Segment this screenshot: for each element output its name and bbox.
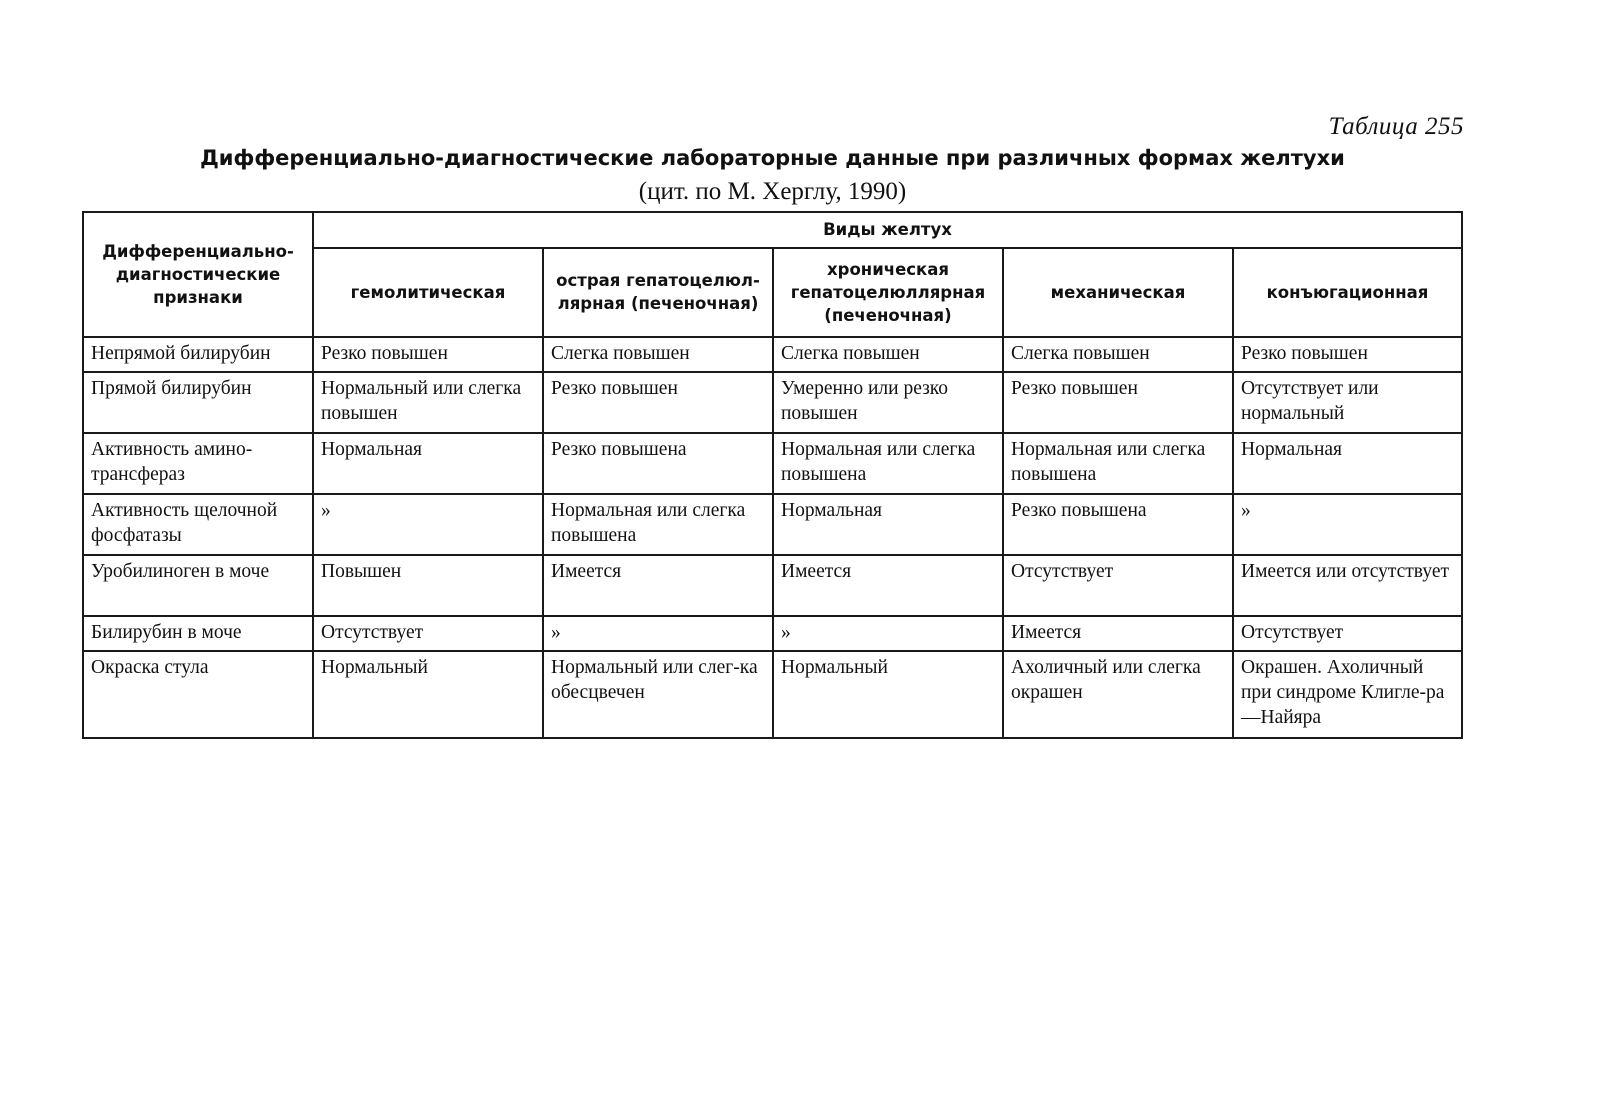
table-row — [83, 616, 1462, 651]
table-cell: Нормальная или слегка повышена — [1003, 433, 1233, 494]
table-cell: Нормальный или слег-ка обесцвечен — [543, 651, 773, 738]
table-cell: Слегка повышен — [773, 337, 1003, 372]
column-header-hemolytic: гемолитическая — [313, 248, 543, 337]
jaundice-types-header: Виды желтух — [313, 212, 1462, 248]
table-cell: Резко повышена — [543, 433, 773, 494]
table-cell: Резко повышен — [313, 337, 543, 372]
table-row — [83, 433, 1462, 494]
table-cell: Отсутствует — [1003, 555, 1233, 616]
table-title: Дифференциально-диагностические лабораторные данные при различных формах желтухи — [200, 146, 1345, 170]
table-cell: Нормальный — [313, 651, 543, 738]
table-cell: Имеется или отсутствует — [1233, 555, 1462, 616]
table-row — [83, 494, 1462, 555]
table-cell: Нормальный или слегка повышен — [313, 372, 543, 433]
table-cell: Отсутствует или нормальный — [1233, 372, 1462, 433]
column-header-chronic-hepatocellular: хроническая гепатоцелюллярная (печеночная) — [773, 248, 1003, 337]
table-cell: Слегка повышен — [543, 337, 773, 372]
table-cell: Окрашен. Ахоличный при синдроме Клигле-ра—Найяра — [1233, 651, 1462, 738]
row-label: Активность щелочной фосфатазы — [83, 494, 313, 555]
table-row — [83, 337, 1462, 372]
table-cell: Повышен — [313, 555, 543, 616]
table-cell: Резко повышен — [1233, 337, 1462, 372]
table-cell: Имеется — [543, 555, 773, 616]
table-cell: Умеренно или резко повышен — [773, 372, 1003, 433]
row-label: Прямой билирубин — [83, 372, 313, 433]
table-cell: » — [543, 616, 773, 651]
table-number: Таблица 255 — [1328, 113, 1464, 140]
table-row — [83, 555, 1462, 616]
table-cell: Нормальная — [1233, 433, 1462, 494]
table-cell: Нормальная или слегка повышена — [543, 494, 773, 555]
table-subtitle: (цит. по М. Херглу, 1990) — [638, 178, 907, 205]
row-label: Непрямой билирубин — [83, 337, 313, 372]
table-row — [83, 651, 1462, 738]
row-label: Активность амино-трансфераз — [83, 433, 313, 494]
table-cell: » — [313, 494, 543, 555]
table-cell: Нормальный — [773, 651, 1003, 738]
table-cell: Имеется — [1003, 616, 1233, 651]
table-cell: Резко повышена — [1003, 494, 1233, 555]
table-row — [83, 372, 1462, 433]
table-cell: Резко повышен — [543, 372, 773, 433]
row-label: Билирубин в моче — [83, 616, 313, 651]
row-label: Уробилиноген в моче — [83, 555, 313, 616]
table-cell: Нормальная — [773, 494, 1003, 555]
table-cell: Нормальная — [313, 433, 543, 494]
jaundice-diagnostic-table — [82, 211, 1463, 739]
table-cell: Имеется — [773, 555, 1003, 616]
table-cell: Нормальная или слегка повышена — [773, 433, 1003, 494]
column-header-acute-hepatocellular: острая гепатоцелюл-лярная (печеночная) — [543, 248, 773, 337]
table-cell: » — [1233, 494, 1462, 555]
table-cell: Слегка повышен — [1003, 337, 1233, 372]
table-cell: Резко повышен — [1003, 372, 1233, 433]
column-header-conjugation: конъюгационная — [1233, 248, 1462, 337]
column-header-mechanical: механическая — [1003, 248, 1233, 337]
table-cell: Отсутствует — [1233, 616, 1462, 651]
table-cell: Ахоличный или слегка окрашен — [1003, 651, 1233, 738]
row-label: Окраска стула — [83, 651, 313, 738]
table-cell: » — [773, 616, 1003, 651]
table-cell: Отсутствует — [313, 616, 543, 651]
row-header-label: Дифференциально-диагностические признаки — [83, 212, 313, 337]
